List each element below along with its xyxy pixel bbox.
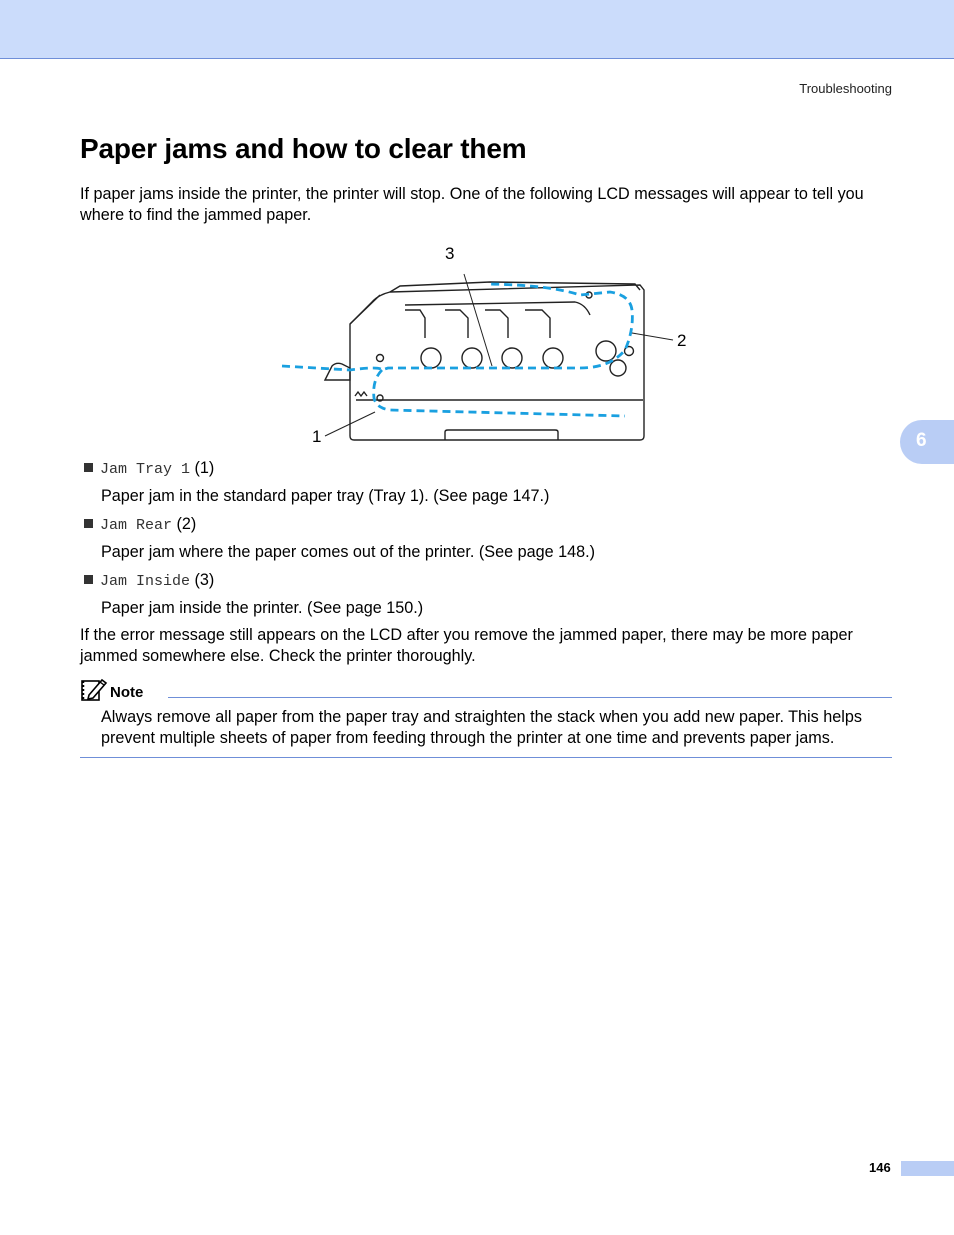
lcd-message: Jam Inside bbox=[100, 573, 191, 590]
message-description: Paper jam where the paper comes out of the printer. (See page 148.) bbox=[101, 543, 596, 561]
intro-paragraph: If paper jams inside the printer, the printer will stop. One of the following LCD messages will appear to tell you where to find the jammed paper. bbox=[80, 185, 864, 224]
followup-paragraph: If the error message still appears on the LCD after you remove the jammed paper, there may be more paper jammed somewhere else. Check the printer thoroughly. bbox=[80, 626, 853, 665]
callout-ref: (1) bbox=[194, 459, 215, 477]
page-number-bar bbox=[901, 1161, 954, 1176]
message-description: Paper jam inside the printer. (See page 150.) bbox=[101, 599, 424, 617]
callout-2: 2 bbox=[677, 331, 687, 350]
chapter-number: 6 bbox=[916, 430, 927, 451]
bullet-square-icon bbox=[84, 575, 93, 584]
note-pencil-icon bbox=[80, 678, 108, 702]
list-item bbox=[84, 458, 214, 480]
callout-ref: (2) bbox=[176, 515, 197, 533]
list-item bbox=[84, 570, 214, 592]
bullet-square-icon bbox=[84, 519, 93, 528]
note-header bbox=[80, 678, 892, 700]
list-item bbox=[84, 514, 196, 536]
callout-3: 3 bbox=[445, 244, 455, 263]
header-band bbox=[0, 0, 954, 59]
callout-ref: (3) bbox=[194, 571, 215, 589]
lcd-message: Jam Tray 1 bbox=[100, 461, 191, 478]
bullet-square-icon bbox=[84, 463, 93, 472]
note-label: Note bbox=[110, 684, 144, 701]
message-description: Paper jam in the standard paper tray (Tray 1). (See page 147.) bbox=[101, 487, 550, 505]
page-title: Paper jams and how to clear them bbox=[80, 133, 527, 164]
note-bottom-divider bbox=[80, 757, 892, 758]
note-text: Always remove all paper from the paper tray and straighten the stack when you add new paper. This helps prevent multiple sheets of paper from feeding through the printer at one time and prevents paper jams. bbox=[101, 708, 862, 747]
printer-jam-diagram bbox=[280, 240, 700, 450]
chapter-tab bbox=[900, 420, 954, 464]
section-label: Troubleshooting bbox=[799, 81, 892, 96]
lcd-message: Jam Rear bbox=[100, 517, 173, 534]
page-number: 146 bbox=[869, 1160, 891, 1175]
callout-1: 1 bbox=[312, 427, 322, 446]
note-divider bbox=[168, 697, 892, 698]
